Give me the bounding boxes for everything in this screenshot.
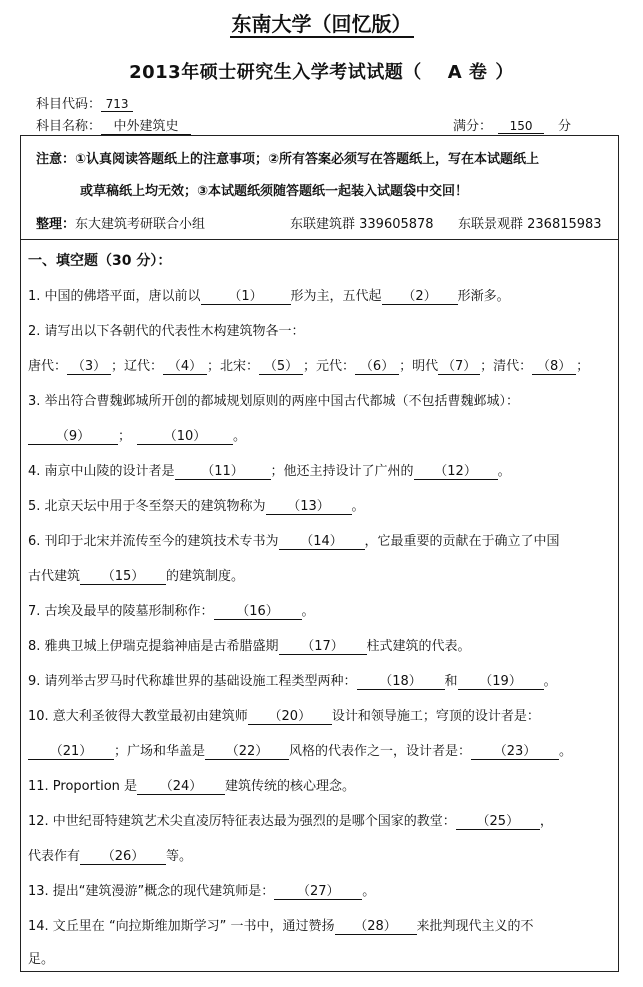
question-2-blanks: 唐代： （3） ；辽代： （4） ；北宋： （5） ；元代： （6） ；明代 （7） ；清代： （8） ； (28, 355, 613, 375)
question-12-cont: 代表作有 （26） 等。 (28, 845, 613, 865)
credits-group-2: 东联景观群 236815983 (458, 217, 602, 232)
exam-title: 2013年硕士研究生入学考试试题（ A 卷 ） (129, 62, 514, 83)
section-title: 一、填空题（30 分）： (28, 253, 172, 269)
question-4: 4. 南京中山陵的设计者是 （11） ；他还主持设计了广州的 （12） 。 (28, 460, 613, 480)
question-9: 9. 请列举古罗马时代称雄世界的基础设施工程类型两种： （18） 和 （19） 。 (28, 670, 613, 690)
question-8: 8. 雅典卫城上伊瑞克提翁神庙是古希腊盛期 （17） 柱式建筑的代表。 (28, 635, 613, 655)
question-2: 2. 请写出以下各朝代的代表性木构建筑物各一： (28, 324, 305, 339)
question-12: 12. 中世纪哥特建筑艺术尖直凌厉特征表达最为强烈的是哪个国家的教堂： （25） ， (28, 810, 613, 830)
credits-org: 整理：东大建筑考研联合小组 (36, 217, 206, 232)
exam-school-title: 东南大学（回忆版） (231, 12, 412, 36)
question-5: 5. 北京天坛中用于冬至祭天的建筑物称为 （13） 。 (28, 495, 613, 515)
subject-code: 科目代码： 713 (36, 93, 133, 112)
notice-line-2: 或草稿纸上均无效；③本试题纸须随答题纸一起装入试题袋中交回！ (80, 184, 469, 199)
notice-line-1: 注意：①认真阅读答题纸上的注意事项；②所有答案必须写在答题纸上，写在本试题纸上 (36, 152, 540, 167)
question-10-cont: （21） ；广场和华盖是 （22） 风格的代表作之一，设计者是： （23） 。 (28, 740, 613, 760)
question-14-cont: 足。 (28, 952, 55, 967)
question-6: 6. 刊印于北宋并流传至今的建筑技术专书为 （14） ，它最重要的贡献在于确立了中国 (28, 530, 613, 550)
question-10: 10. 意大利圣彼得大教堂最初由建筑师 （20） 设计和领导施工；穹顶的设计者是： (28, 705, 613, 725)
full-score: 满分： 150 分 (453, 119, 572, 134)
exam-volume: A 卷 (447, 62, 488, 83)
question-1: 1. 中国的佛塔平面，唐以前以 （1） 形为主，五代起 （2） 形渐多。 (28, 285, 613, 305)
question-3: 3. 举出符合曹魏邺城所开创的都城规划原则的两座中国古代都城（不包括曹魏邺城）： (28, 394, 520, 409)
question-13: 13. 提出“建筑漫游”概念的现代建筑师是： （27） 。 (28, 880, 613, 900)
question-14: 14. 文丘里在 “向拉斯维加斯学习” 一书中，通过赞扬 （28） 来批判现代主义的不 (28, 915, 613, 935)
question-3-blanks: （9） ； （10） 。 (28, 425, 613, 445)
subject-name: 科目名称： 中外建筑史 (36, 115, 191, 135)
question-11: 11. Proportion 是 （24） 建筑传统的核心理念。 (28, 775, 613, 795)
question-6-cont: 古代建筑 （15） 的建筑制度。 (28, 565, 613, 585)
credits-group-1: 东联建筑群 339605878 (290, 217, 434, 232)
question-7: 7. 古埃及最早的陵墓形制称作： （16） 。 (28, 600, 613, 620)
